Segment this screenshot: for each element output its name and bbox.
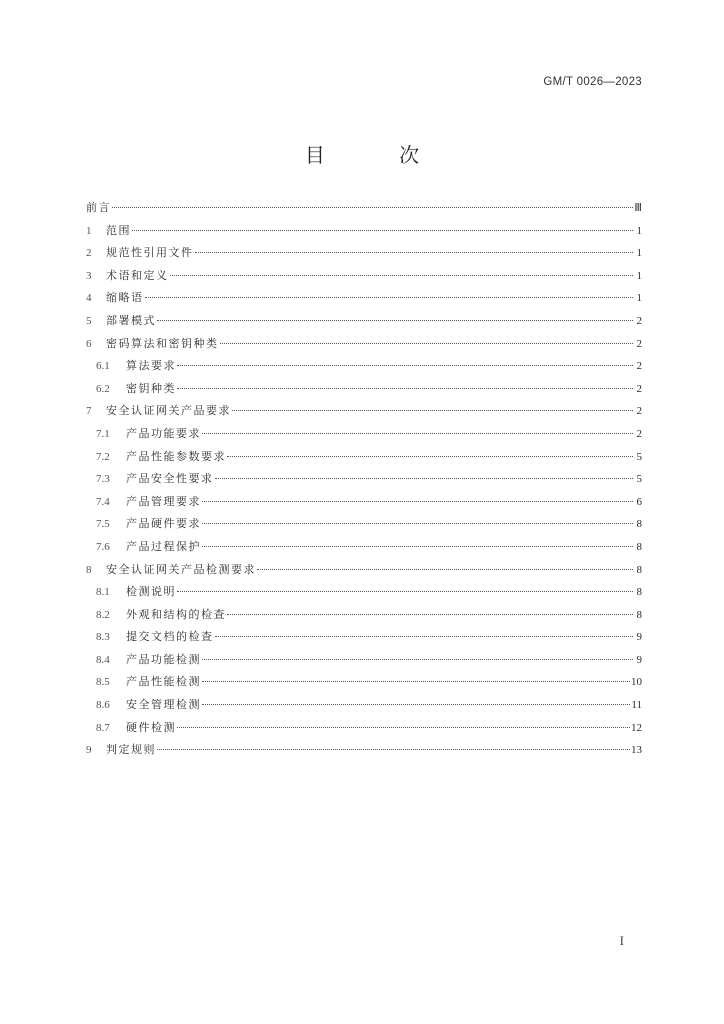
toc-entry-page: 8 xyxy=(636,518,642,531)
toc-entry[interactable] xyxy=(86,604,642,627)
toc-entry-page: 11 xyxy=(631,699,642,712)
toc-leader-dots xyxy=(202,681,630,682)
toc-entry-number: 7.6 xyxy=(96,540,110,553)
document-id: GM/T 0026—2023 xyxy=(543,76,642,88)
toc-entry-number: 7.3 xyxy=(96,473,110,486)
toc-entry-label: 前言 xyxy=(86,201,111,214)
toc-entry[interactable] xyxy=(86,446,642,469)
toc-leader-dots xyxy=(145,297,634,298)
toc-leader-dots xyxy=(202,501,633,502)
toc-leader-dots xyxy=(227,456,633,457)
toc-leader-dots xyxy=(202,546,633,547)
toc-entry-label: 术语和定义 xyxy=(106,268,169,282)
page-number: I xyxy=(619,933,624,948)
toc-entry-label: 产品管理要求 xyxy=(126,494,201,508)
toc-leader-dots xyxy=(202,659,633,660)
toc-entry-number: 8.2 xyxy=(96,608,110,621)
toc-entry-page: 6 xyxy=(636,495,642,508)
toc-entry-page: 8 xyxy=(636,608,642,621)
toc-entry-page: 8 xyxy=(636,540,642,553)
toc-entry-page: 5 xyxy=(636,473,642,486)
toc-entry-label: 产品功能检测 xyxy=(126,652,201,666)
toc-entry-label: 安全认证网关产品要求 xyxy=(106,404,231,418)
toc-entry[interactable] xyxy=(86,468,642,491)
toc-entry-number: 4 xyxy=(86,292,92,305)
toc-entry[interactable] xyxy=(86,559,642,582)
toc-leader-dots xyxy=(112,207,633,208)
toc-entry-page: 9 xyxy=(636,653,642,666)
toc-entry-label: 产品过程保护 xyxy=(126,539,201,553)
toc-leader-dots xyxy=(202,704,630,705)
toc-entry-label: 外观和结构的检查 xyxy=(126,607,226,621)
toc-leader-dots xyxy=(177,727,630,728)
toc-entry-page: 8 xyxy=(636,563,642,576)
toc-entry[interactable] xyxy=(86,400,642,423)
toc-leader-dots xyxy=(215,636,634,637)
toc-leader-dots xyxy=(202,523,633,524)
toc-entry[interactable] xyxy=(86,671,642,694)
toc-leader-dots xyxy=(157,320,633,321)
toc-entry-number: 8.5 xyxy=(96,676,110,689)
toc-entry[interactable] xyxy=(86,649,642,672)
toc-entry-label: 安全管理检测 xyxy=(126,698,201,712)
toc-leader-dots xyxy=(202,433,633,434)
page-title: 目 次 xyxy=(304,143,454,167)
toc-entry-label: 缩略语 xyxy=(106,291,144,305)
toc-entry[interactable] xyxy=(86,581,642,604)
toc-entry-page: 2 xyxy=(636,360,642,373)
toc-leader-dots xyxy=(215,478,634,479)
table-of-contents xyxy=(86,197,642,762)
toc-leader-dots xyxy=(195,252,634,253)
toc-entry[interactable] xyxy=(86,220,642,243)
toc-entry-label: 检测说明 xyxy=(126,585,176,599)
toc-entry-number: 2 xyxy=(86,247,92,260)
toc-entry[interactable] xyxy=(86,287,642,310)
toc-entry-number: 7.5 xyxy=(96,518,110,531)
toc-entry-label: 产品性能参数要求 xyxy=(126,449,226,463)
toc-entry-number: 8.1 xyxy=(96,586,110,599)
toc-entry-page: 10 xyxy=(631,676,642,689)
toc-entry-number: 8.6 xyxy=(96,699,110,712)
toc-entry-page: 8 xyxy=(636,586,642,599)
toc-entry-number: 1 xyxy=(86,224,92,237)
toc-entry-label: 规范性引用文件 xyxy=(106,246,194,260)
toc-entry-number: 5 xyxy=(86,314,92,327)
toc-entry-number: 8.7 xyxy=(96,721,110,734)
toc-leader-dots xyxy=(220,343,634,344)
toc-entry-label: 硬件检测 xyxy=(126,720,176,734)
toc-entry-label: 判定规则 xyxy=(106,743,156,757)
toc-entry-page: 1 xyxy=(636,247,642,260)
toc-entry-label: 产品安全性要求 xyxy=(126,472,214,486)
toc-entry-label: 算法要求 xyxy=(126,359,176,373)
toc-entry-number: 7.1 xyxy=(96,427,110,440)
toc-entry-page: 1 xyxy=(636,224,642,237)
toc-entry[interactable] xyxy=(86,717,642,740)
toc-entry[interactable] xyxy=(86,626,642,649)
toc-entry-page: Ⅲ xyxy=(634,202,642,214)
toc-entry-page: 5 xyxy=(636,450,642,463)
toc-entry-number: 8.3 xyxy=(96,631,110,644)
toc-entry[interactable] xyxy=(86,242,642,265)
toc-entry-page: 2 xyxy=(636,314,642,327)
toc-entry[interactable] xyxy=(86,739,642,762)
toc-entry[interactable] xyxy=(86,333,642,356)
toc-entry-label: 部署模式 xyxy=(106,313,156,327)
toc-entry-page: 1 xyxy=(636,269,642,282)
toc-entry-label: 产品性能检测 xyxy=(126,675,201,689)
toc-entry[interactable] xyxy=(86,536,642,559)
toc-entry-page: 1 xyxy=(636,292,642,305)
toc-entry-label: 产品功能要求 xyxy=(126,426,201,440)
toc-entry-number: 8 xyxy=(86,563,92,576)
toc-entry-number: 7.2 xyxy=(96,450,110,463)
toc-leader-dots xyxy=(257,569,633,570)
toc-leader-dots xyxy=(177,365,633,366)
toc-entry[interactable] xyxy=(86,491,642,514)
toc-entry[interactable] xyxy=(86,423,642,446)
toc-entry-page: 2 xyxy=(636,382,642,395)
toc-entry-label: 密码算法和密钥种类 xyxy=(106,336,219,350)
toc-leader-dots xyxy=(232,410,633,411)
toc-entry-label: 产品硬件要求 xyxy=(126,517,201,531)
toc-entry-number: 6.1 xyxy=(96,360,110,373)
toc-entry-number: 9 xyxy=(86,744,92,757)
toc-entry-number: 3 xyxy=(86,269,92,282)
toc-entry-number: 7.4 xyxy=(96,495,110,508)
toc-entry-page: 9 xyxy=(636,631,642,644)
toc-entry[interactable] xyxy=(86,265,642,288)
toc-entry[interactable] xyxy=(86,197,642,220)
toc-leader-dots xyxy=(177,388,633,389)
toc-entry-page: 13 xyxy=(631,744,642,757)
toc-leader-dots xyxy=(227,614,633,615)
toc-entry-label: 范围 xyxy=(106,223,131,237)
toc-leader-dots xyxy=(177,591,633,592)
toc-entry[interactable] xyxy=(86,355,642,378)
toc-entry[interactable] xyxy=(86,378,642,401)
toc-entry[interactable] xyxy=(86,694,642,717)
toc-leader-dots xyxy=(157,749,630,750)
toc-leader-dots xyxy=(170,275,634,276)
toc-entry-page: 2 xyxy=(636,337,642,350)
toc-entry-label: 密钥种类 xyxy=(126,381,176,395)
toc-entry-number: 6 xyxy=(86,337,92,350)
toc-entry[interactable] xyxy=(86,513,642,536)
toc-entry-page: 2 xyxy=(636,427,642,440)
toc-entry-label: 安全认证网关产品检测要求 xyxy=(106,562,256,576)
toc-leader-dots xyxy=(132,230,633,231)
toc-entry-number: 6.2 xyxy=(96,382,110,395)
toc-entry-page: 12 xyxy=(631,721,642,734)
toc-entry[interactable] xyxy=(86,310,642,333)
toc-entry-page: 2 xyxy=(636,405,642,418)
toc-entry-number: 8.4 xyxy=(96,653,110,666)
toc-entry-number: 7 xyxy=(86,405,92,418)
toc-entry-label: 提交文档的检查 xyxy=(126,630,214,644)
